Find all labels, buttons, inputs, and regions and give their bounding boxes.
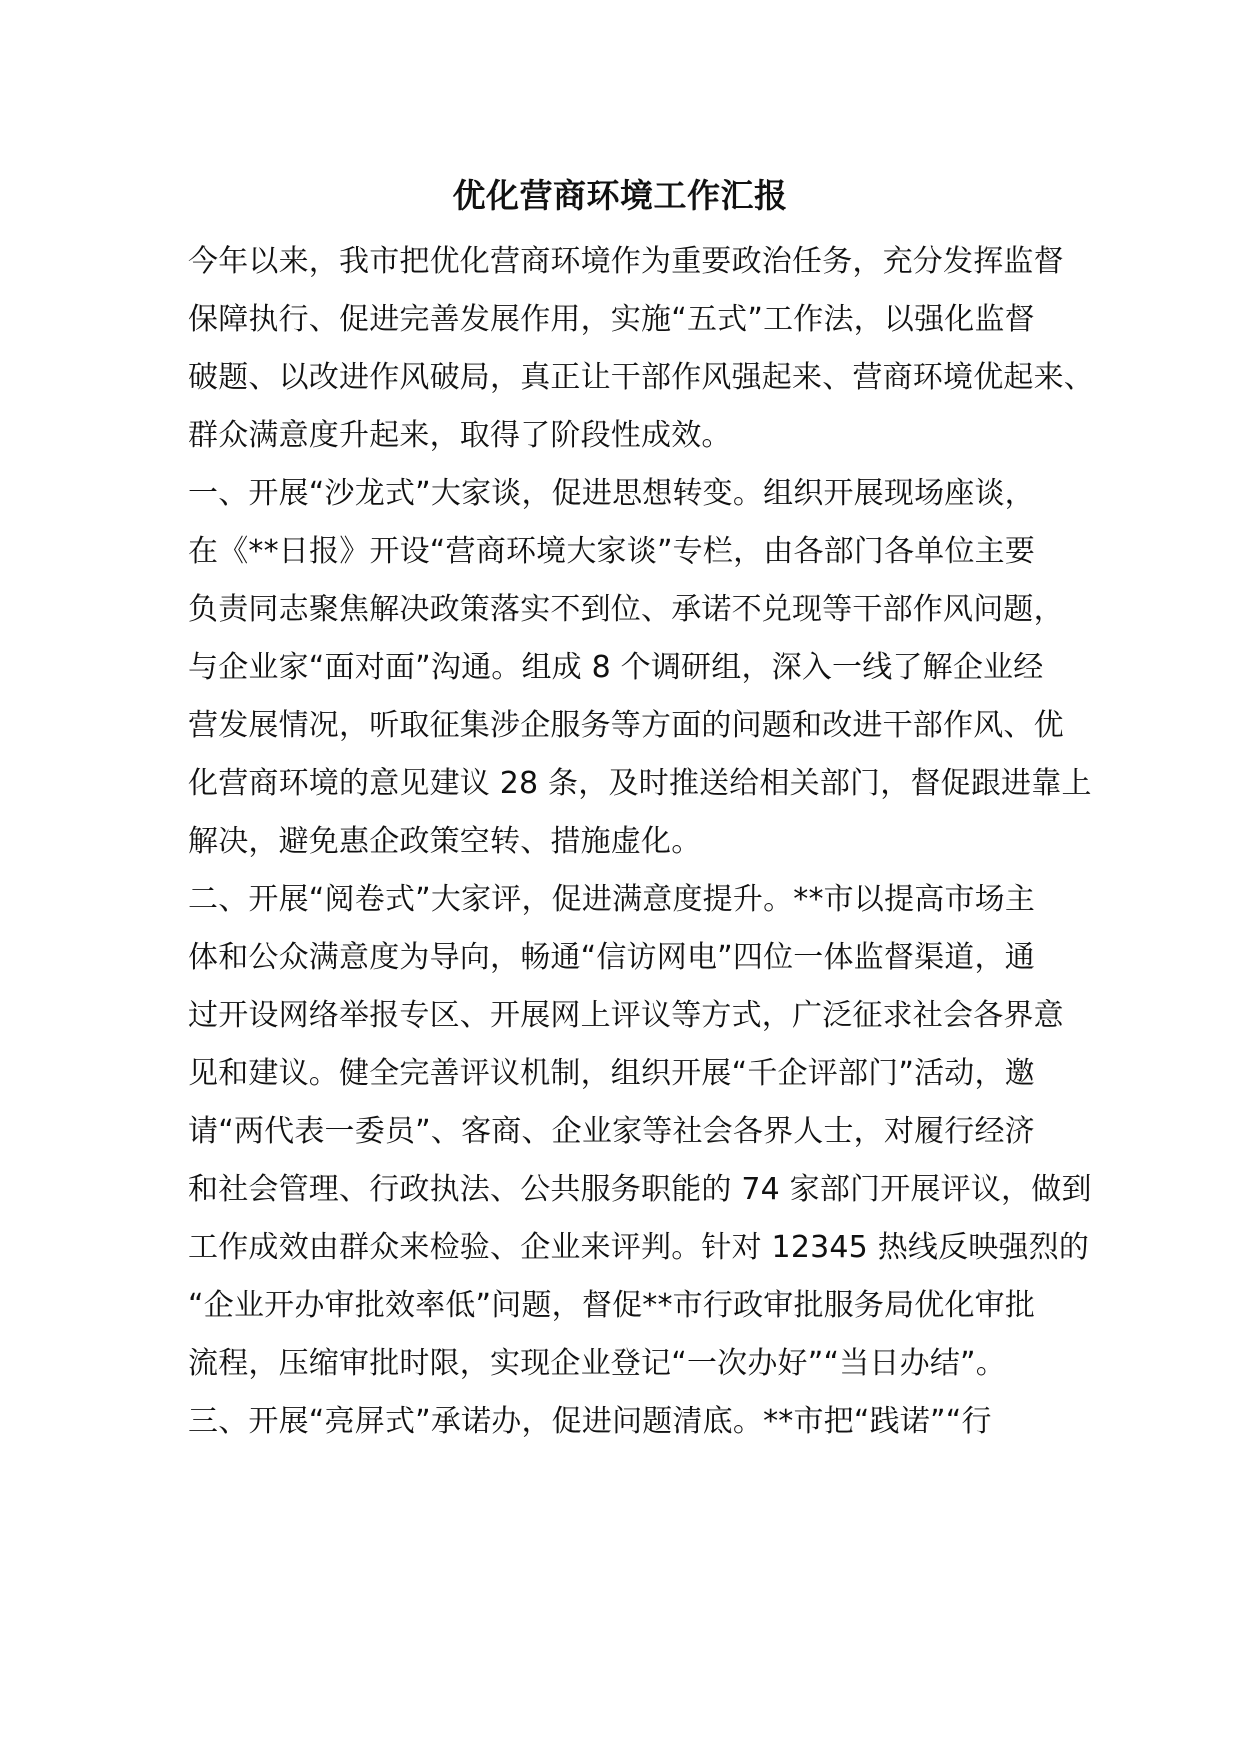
text-line: 负责同志聚焦解决政策落实不到位、承诺不兑现等干部作风问题， (188, 592, 1064, 627)
text-line: 流程，压缩审批时限，实现企业登记“一次办好”“当日办结”。 (188, 1346, 1006, 1381)
text-line: 今年以来，我市把优化营商环境作为重要政治任务，充分发挥监督 (188, 244, 1064, 279)
text-line: 二、开展“阅卷式”大家评，促进满意度提升。**市以提高市场主 (188, 882, 1036, 917)
text-line: 保障执行、促进完善发展作用，实施“五式”工作法，以强化监督 (188, 302, 1035, 337)
text-line: 一、开展“沙龙式”大家谈，促进思想转变。组织开展现场座谈， (188, 476, 1035, 511)
text-line: 体和公众满意度为导向，畅通“信访网电”四位一体监督渠道，通 (188, 940, 1035, 975)
text-line: 在《**日报》开设“营商环境大家谈”专栏，由各部门各单位主要 (188, 534, 1036, 569)
text-line: 请“两代表一委员”、客商、企业家等社会各界人士，对履行经济 (188, 1114, 1035, 1149)
text-line: 与企业家“面对面”沟通。组成 8 个调研组，深入一线了解企业经 (188, 650, 1044, 685)
text-line: 群众满意度升起来，取得了阶段性成效。 (188, 418, 732, 453)
text-line: 化营商环境的意见建议 28 条，及时推送给相关部门，督促跟进靠上 (188, 766, 1092, 801)
text-line: 过开设网络举报专区、开展网上评议等方式，广泛征求社会各界意 (188, 998, 1064, 1033)
text-line: 解决，避免惠企政策空转、措施虚化。 (188, 824, 702, 859)
text-line: 工作成效由群众来检验、企业来评判。针对 12345 热线反映强烈的 (188, 1230, 1090, 1265)
text-line: 三、开展“亮屏式”承诺办，促进问题清底。**市把“践诺”“行 (188, 1404, 992, 1439)
text-line: 营发展情况，听取征集涉企服务等方面的问题和改进干部作风、优 (188, 708, 1064, 743)
text-line: “企业开办审批效率低”问题，督促**市行政审批服务局优化审批 (188, 1288, 1036, 1323)
document-title: 优化营商环境工作汇报 (452, 176, 788, 215)
text-line: 见和建议。健全完善评议机制，组织开展“千企评部门”活动，邀 (188, 1056, 1035, 1091)
text-line: 和社会管理、行政执法、公共服务职能的 74 家部门开展评议，做到 (188, 1172, 1092, 1207)
text-line: 破题、以改进作风破局，真正让干部作风强起来、营商环境优起来、 (188, 360, 1094, 395)
